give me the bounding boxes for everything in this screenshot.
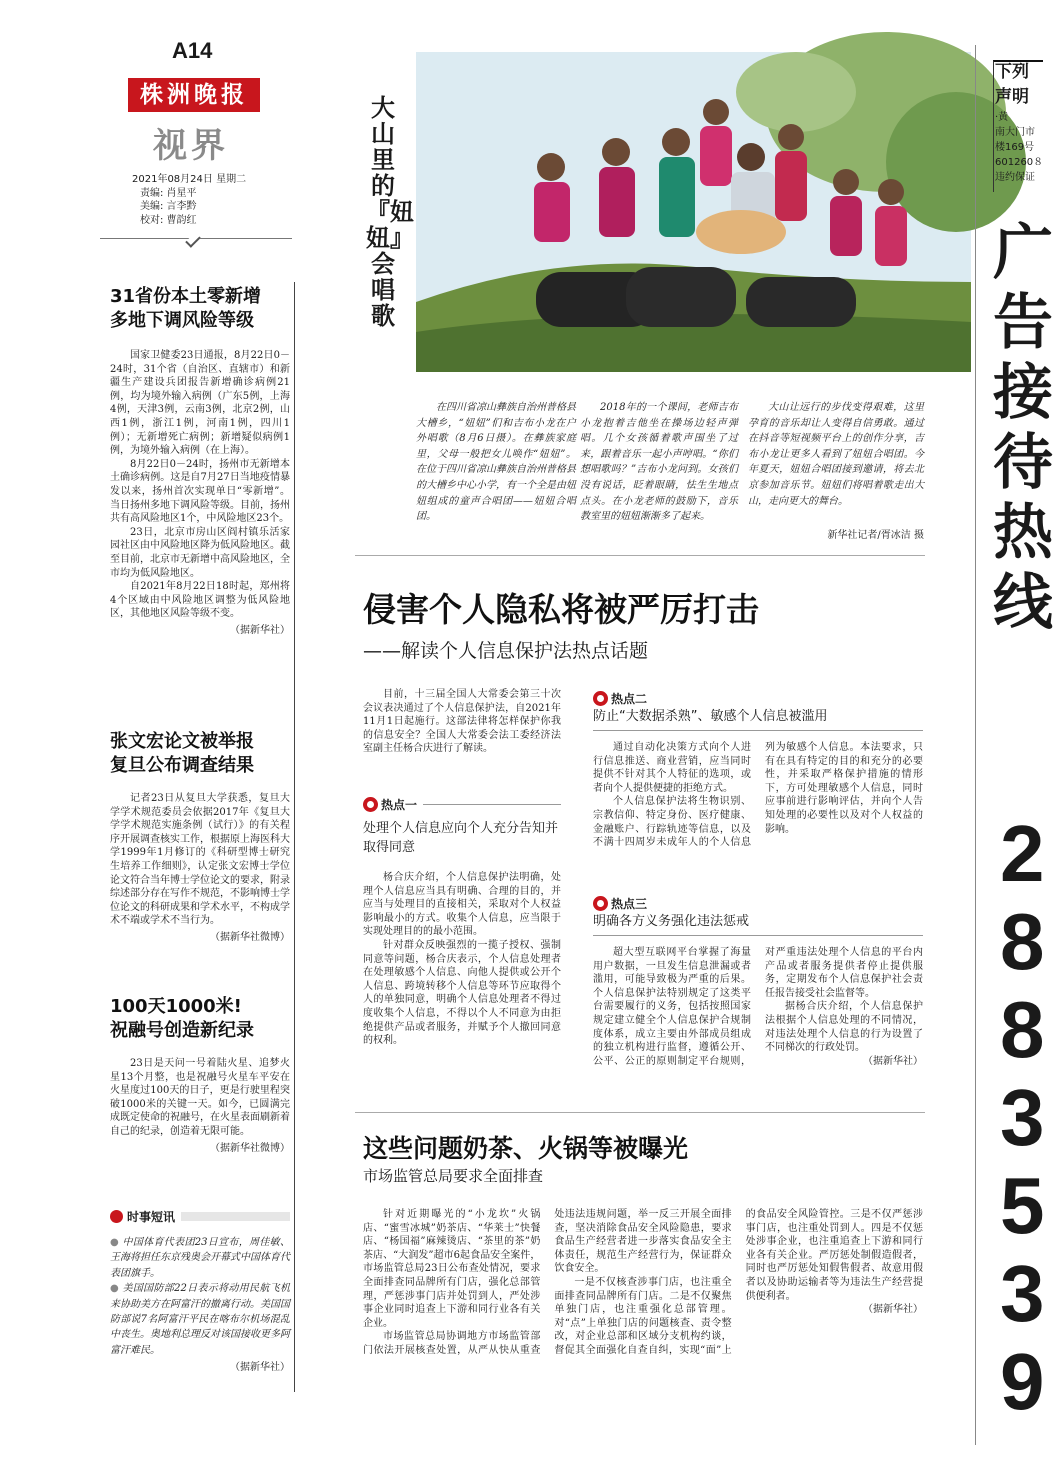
news-briefs [110, 1208, 290, 1373]
hotspot-3 [593, 895, 923, 1136]
photo-credit: 新华社记者/胥冰洁 摄 [827, 530, 924, 541]
bullet-icon: ● [110, 1283, 123, 1295]
photo-girls-singing [416, 52, 971, 372]
issue-date: 2021年08月24日 星期二 [132, 174, 247, 185]
issue-meta [132, 173, 246, 227]
hotspot-subtitle: 处理个人信息应向个人充分告知并取得同意 [363, 821, 559, 855]
notice-line: 601260８ [995, 157, 1044, 168]
main-headline: 侵害个人隐私将被严厉打击 [363, 590, 759, 629]
story-source: （据新华社） [862, 1304, 923, 1316]
notice-line: 南大门市 [995, 127, 1035, 138]
notice-title [995, 60, 1029, 110]
story-headline: 多地下调风险等级 [110, 310, 254, 331]
story-body [110, 349, 290, 621]
paragraph: 针对近期曝光的“小龙坎”火锅店、“蜜雪冰城”奶茶店、“华莱士”快餐店、“杨国福”麻辣烫店、“茶里的茶”奶茶店、“大润发”超市6起食品安全案件，市场监管总局23日公布查处情况，要求全面排查同品牌所有门店，强化总部管理，严惩涉事门店并处罚到人，严处涉事企业同时追查上下游和同行业各有关企业。 [363, 1209, 541, 1329]
ad-char: 热 [993, 498, 1053, 568]
hotspot-icon [593, 691, 608, 706]
photo-story-title: 大山里的『妞妞』会唱歌 [366, 94, 414, 330]
paragraph: 目前，十三届全国人大常委会第三十次会议表决通过了个人信息保护法，自2021年11月1日起施行。这部法律将怎样保护你我的信息安全？全国人大常委会法工委经济法室副主任杨合庆进行了解读。 [363, 689, 561, 755]
ad-digit: 8 [1000, 897, 1045, 986]
photo-illustration [416, 52, 971, 372]
ad-hotline-label [993, 218, 1063, 638]
story-headline: 100天1000米! [110, 996, 242, 1017]
pin-icon [110, 1210, 123, 1223]
hotspot-rule [593, 935, 923, 936]
paragraph: 自2021年8月22日18时起，郑州将4个区域由中风险地区调整为低风险地区，其他地区风险等级不变。 [110, 581, 290, 620]
hotspot-rule [423, 804, 561, 805]
story-headline: 祝融号创造新纪录 [110, 1020, 254, 1041]
ad-char: 告 [993, 288, 1053, 358]
photo-caption-col2: 2018年的一个课间，老师吉布小龙抱着吉他坐在操场边轻声弹唱。几个女孩循着歌声围坐了过来，跟着音乐一起小声哼唱。“你们想唱歌吗？”吉布小龙问到。女孩们没有说话，眨着眼睛，怯生生地点点头。在小龙老师的鼓励下，音乐教室里的妞妞渐渐多了起来。 [580, 402, 738, 523]
paragraph: 杨合庆介绍，个人信息保护法明确，处理个人信息应当具有明确、合理的目的，并应当与处理目的直接相关，采取对个人权益影响最小的方式。收集个人信息，应当限于实现处理目的的最小范围。 [363, 872, 561, 938]
proofreader-credit: 校对: 曹韵红 [140, 214, 197, 226]
ad-digit: 8 [1000, 985, 1045, 1074]
hotspot-body [363, 871, 561, 1048]
hotspot-label [593, 895, 923, 912]
designer-credit: 美编: 言李黔 [140, 201, 197, 212]
paragraph: 市场监管总局协调地方市场监管部门依法开展核查处置，从严从快从重查处违法违规问题，举一反三开展全面排查，坚决消除食品安全风险隐患，要求食品生产经营者进一步落实食品安全主体责任，规范生产经营行为，保证群众饮食安全。 [363, 1209, 732, 1356]
notice-line: ·黄 [995, 112, 1009, 123]
ad-digit: 2 [1000, 809, 1045, 898]
hotspot-1 [363, 796, 561, 1048]
story-headline: 张文宏论文被举报 [110, 731, 254, 752]
briefs-label: 时事短讯 [127, 1210, 176, 1224]
hotspot-icon [593, 896, 608, 911]
brief-item [110, 1235, 290, 1281]
notice-title-line: 声明 [995, 87, 1029, 107]
section-divider [355, 1112, 925, 1113]
brief-item [110, 1281, 290, 1358]
section-title: 视界 [153, 126, 229, 166]
paragraph: 个人信息保护法将生物识别、宗教信仰、特定身份、医疗健康、金融账户、行踪轨迹等信息，以及不满十四周岁未成年人的个人信息列为敏感个人信息。本法要求，只有在具有特定的目的和充分的必要性，并采取严格保护措施的情形下，方可处理敏感个人信息，同时应事前进行影响评估，并向个人告知处理的必要性以及对个人权益的影响。 [593, 742, 923, 849]
brief-text: 美国国防部22日表示将动用民航飞机来协助美方在阿富汗的撤离行动。美国国防部说7名阿富汗平民在喀布尔机场混乱中丧生。奥地利总理反对该国接收更多阿富汗难民。 [110, 1283, 291, 1356]
section-divider [355, 555, 925, 556]
hotspot-rule [593, 730, 923, 731]
ad-char: 接 [993, 358, 1053, 428]
notice-line: 楼169号 [995, 142, 1035, 153]
story-body [110, 1057, 290, 1139]
column-divider [294, 282, 295, 1392]
story-headline: 31省份本土零新增 [110, 286, 262, 307]
story-source: （据新华社） [230, 624, 290, 636]
chevron-down-icon [185, 232, 201, 248]
ad-char: 线 [993, 568, 1053, 638]
briefs-source: （据新华社） [230, 1362, 290, 1374]
ad-char: 待 [993, 428, 1053, 498]
story-source: （据新华社微博） [210, 931, 290, 943]
briefs-bar [181, 1212, 290, 1221]
hotspot-2 [593, 690, 923, 881]
story-zhang-wenhong [110, 730, 290, 943]
bullet-icon: ● [110, 1237, 123, 1248]
story-source: （据新华社微博） [210, 1142, 290, 1154]
paragraph: 据杨合庆介绍，个人信息保护法根据个人信息处理的不同情况，对违法处理个人信息的行为设置了不同梯次的行政处罚。 [765, 1001, 923, 1054]
hotspot-subtitle: 明确各方义务强化违法惩戒 [593, 914, 750, 929]
photo-caption-col1: 在四川省凉山彝族自治州普格县大槽乡，“妞妞”们和吉布小龙在户外唱歌（8月6日摄）。在彝族家庭里，父母一般把女儿唤作“妞妞”。在位于四川省凉山彝族自治州普格县的大槽乡中心小学，有一个全是由妞妞组成的童声合唱团——妞妞合唱团。 [416, 402, 576, 523]
notice-line: 违约保证 [995, 172, 1035, 183]
paragraph: 国家卫健委23日通报，8月22日0－24时，31个省（自治区、直辖市）和新疆生产建设兵团报告新增确诊病例21例，均为境外输入病例（广东5例，上海4例，天津3例，云南3例，北京2例，山西1例，浙江1例，河南1例，四川1例）；无新增死亡病例；新增疑似病例1例，为境外输入病例（在上海）。 [110, 350, 290, 457]
paragraph: 超大型互联网平台掌握了海量用户数据，一旦发生信息泄漏或者滥用，可能导致极为严重的后果。个人信息保护法特别规定了这类平台需要履行的义务，包括按照国家规定建立健全个人信息保护合规制度体系，成立主要由外部成员组成的独立机构进行监督，遵循公开、公平、公正的原则制定平台规则，对严重违法处理个人信息的平台内产品或者服务提供者停止提供服务，定期发布个人信息保护社会责任报告接受社会监督等。 [593, 947, 923, 1067]
paragraph: 针对群众反映强烈的一揽子授权、强制同意等问题，杨合庆表示，个人信息处理者在处理敏感个人信息、向他人提供或公开个人信息、跨境转移个人信息等环节应取得个人的单独同意，明确个人信息处理者不得过度收集个人信息，不得以个人不同意为由拒绝提供产品或者服务，并赋予个人撤回同意的权利。 [363, 939, 561, 1047]
ad-digit: 9 [1000, 1337, 1045, 1426]
briefs-header [110, 1208, 290, 1225]
ad-char: 广 [993, 218, 1053, 288]
hotspot-icon [363, 797, 378, 812]
hotspot-label [593, 690, 923, 707]
notice-title-line: 下列 [995, 62, 1029, 82]
hotspot-subtitle: 防止“大数据杀熟”、敏感个人信息被滥用 [593, 709, 828, 724]
ad-digit: 5 [1000, 1161, 1045, 1250]
ad-digit: 3 [1000, 1073, 1045, 1162]
page-gutter-rule [975, 45, 976, 1445]
paragraph: 一是不仅核查涉事门店，也注重全面排查同品牌所有门店。二是不仅聚焦单独门店，也注重强化总部管理。对“点”上单独门店的问题核查、责令整改，对企业总部和区域分支机构约谈，督促其全面强化自查自纠，实现“面”上的食品安全风险管控。三是不仅严惩涉事门店，也注重处罚到人。四是不仅惩处涉事企业，也注重追查上下游和同行业各有关企业。严厉惩处制假造假者，同时也严厉惩处知假售假者、故意用假者以及协助运输者等为违法生产经营提供便利者。 [554, 1209, 923, 1356]
story-source: （据新华社） [863, 1055, 923, 1067]
story-covid-update [110, 285, 290, 636]
paragraph: 23日，北京市房山区阎村镇乐活家园社区由中风险地区降为低风险地区。截至目前，北京市无新增中高风险地区，全市均为低风险地区。 [110, 526, 290, 579]
ad-digit: 3 [1000, 1249, 1045, 1338]
hotspot-label-text: 热点二 [611, 692, 648, 706]
paragraph: 记者23日从复旦大学获悉，复旦大学学术规范委员会依据2017年《复旦大学学术规范实施条例（试行）》的有关程序开展调查核实工作，根据原上海医科大学1999年1月修订的《科研型博士研究生培养工作细则》，认定张文宏博士学位论文符合当年博士学位论文的要求，附录综述部分存在写作不规范，不影响博士学位论文的科研成果和学术水平，不构成学术不端或学术不当行为。 [110, 793, 290, 927]
main-intro [363, 688, 561, 756]
ad-hotline-number [1000, 810, 1045, 1426]
hotspot-body [593, 741, 923, 881]
notice-text [995, 110, 1043, 185]
paragraph: 8月22日0－24时，扬州市无新增本土确诊病例。这是自7月27日当地疫情暴发以来，扬州首次实现单日“零新增”。当日扬州多地下调风险等级。目前，扬州共有高风险地区1个，中风险地区23个。 [110, 458, 290, 525]
bottom-subheadline: 市场监管总局要求全面排查 [363, 1167, 544, 1185]
story-zhurong [110, 995, 290, 1154]
bottom-headline: 这些问题奶茶、火锅等被曝光 [363, 1134, 689, 1163]
bottom-body [363, 1208, 923, 1398]
paragraph: 23日是天问一号着陆火星、追梦火星13个月整，也是祝融号火星车平安在火星度过100天的日子，更是行驶里程突破1000米的关键一天。如今，已圆满完成既定使命的祝融号，在火星表面刷新着自己的纪录，创造着无限可能。 [110, 1058, 290, 1137]
hotspot-body [593, 946, 923, 1136]
story-headline: 复旦公布调查结果 [110, 755, 254, 776]
hotspot-label [363, 796, 561, 813]
story-body [110, 792, 290, 928]
brief-text: 中国体育代表团23日宣布，周佳敏、王海将担任东京残奥会开幕式中国体育代表团旗手。 [110, 1237, 291, 1279]
paragraph: 通过自动化决策方式向个人进行信息推送、商业营销，应当同时提供不针对其个人特征的选项，或者向个人提供便捷的拒绝方式。 [593, 742, 751, 794]
newspaper-logo: 株洲晚报 [128, 78, 260, 112]
hotspot-label-text: 热点一 [381, 798, 418, 812]
photo-caption-col3: 大山让远行的步伐变得艰难，这里孕育的音乐却让人变得自信勇敢。通过在抖音等短视频平台上的创作分享，吉布小龙让更多人看到了妞妞合唱团。今年夏天，妞妞合唱团接到邀请，将去北京参加音乐节。妞妞们将唱着歌走出大山，走向更大的舞台。 [748, 402, 924, 507]
editor-credit: 责编: 肖星平 [140, 187, 197, 199]
main-subheadline: ——解读个人信息保护法热点话题 [363, 640, 649, 662]
hotspot-label-text: 热点三 [611, 897, 648, 911]
briefs-body [110, 1235, 290, 1358]
page-number: A14 [172, 38, 213, 63]
